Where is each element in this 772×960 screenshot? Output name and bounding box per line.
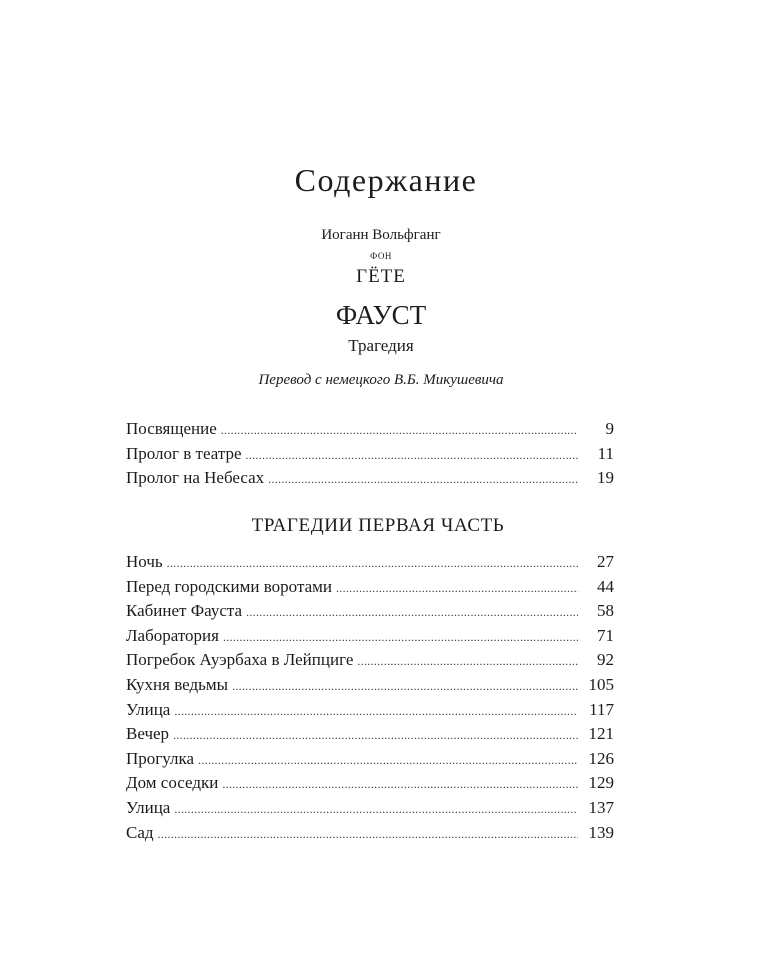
toc-entry[interactable] <box>126 575 614 600</box>
toc-dot-leader <box>174 699 578 723</box>
toc-entry-label: Сад <box>126 822 154 842</box>
toc-dot-leader <box>158 822 578 846</box>
toc-entry-page: 129 <box>588 773 614 793</box>
toc-entry-page: 44 <box>597 576 614 596</box>
toc-entry[interactable] <box>126 821 614 846</box>
work-title: ФАУСТ <box>335 300 427 330</box>
toc-entry-page: 137 <box>588 797 614 817</box>
toc-entry-label: Дом соседки <box>126 773 219 793</box>
toc-dot-leader <box>232 674 578 698</box>
toc-entry[interactable] <box>126 698 614 723</box>
toc-entry-label: Погребок Ауэрбаха в Лейпциге <box>126 650 354 670</box>
page-title: Содержание <box>294 162 478 198</box>
author-particle: ФОН <box>370 251 392 261</box>
part-one-toc-list <box>126 550 614 845</box>
author-given-names: Иоганн Вольфганг <box>321 227 441 243</box>
toc-entry[interactable] <box>126 624 614 649</box>
toc-entry-page: 92 <box>597 650 614 670</box>
toc-dot-leader <box>336 576 578 600</box>
toc-dot-leader <box>174 797 578 821</box>
toc-entry[interactable] <box>126 673 614 698</box>
toc-entry[interactable] <box>126 722 614 747</box>
toc-entry-label: Кухня ведьмы <box>126 674 229 694</box>
toc-dot-leader <box>221 418 578 442</box>
toc-dot-leader <box>222 772 578 796</box>
toc-entry[interactable] <box>126 466 614 491</box>
toc-entry-label: Улица <box>126 797 171 817</box>
toc-entry-label: Пролог на Небесах <box>126 468 265 488</box>
toc-entry[interactable] <box>126 771 614 796</box>
toc-dot-leader <box>268 467 578 491</box>
toc-entry-page: 126 <box>588 748 614 768</box>
work-subtitle: Трагедия <box>348 336 414 355</box>
toc-entry-page: 139 <box>588 822 614 842</box>
toc-entry-page: 71 <box>597 625 614 645</box>
toc-entry-page: 121 <box>588 724 614 744</box>
toc-dot-leader <box>198 748 578 772</box>
toc-entry[interactable] <box>126 648 614 673</box>
toc-entry-page: 105 <box>588 674 614 694</box>
toc-entry-page: 58 <box>597 601 614 621</box>
toc-entry-page: 9 <box>605 419 614 438</box>
toc-entry[interactable] <box>126 442 614 467</box>
toc-entry[interactable] <box>126 599 614 624</box>
toc-entry-label: Пролог в театре <box>126 443 242 463</box>
toc-dot-leader <box>173 723 578 747</box>
toc-entry-label: Кабинет Фауста <box>126 601 243 621</box>
toc-dot-leader <box>357 649 578 673</box>
toc-dot-leader <box>246 443 578 467</box>
translation-note: Перевод с немецкого В.Б. Микушевича <box>258 372 504 388</box>
toc-dot-leader <box>223 625 578 649</box>
toc-dot-leader <box>167 551 578 575</box>
toc-entry-page: 117 <box>589 699 614 719</box>
toc-entry[interactable] <box>126 417 614 442</box>
toc-entry[interactable] <box>126 550 614 575</box>
toc-dot-leader <box>246 600 578 624</box>
toc-entry-label: Вечер <box>126 724 170 744</box>
toc-entry-label: Ночь <box>126 552 163 571</box>
toc-entry-label: Улица <box>126 699 171 719</box>
toc-entry-label: Перед городскими воротами <box>126 576 332 596</box>
toc-entry-page: 19 <box>597 468 614 488</box>
toc-entry-page: 11 <box>597 443 614 463</box>
toc-entry-label: Лаборатория <box>126 625 219 645</box>
prologue-toc-list <box>126 417 614 491</box>
toc-entry-page: 27 <box>597 552 614 571</box>
toc-entry[interactable] <box>126 747 614 772</box>
toc-entry[interactable] <box>126 796 614 821</box>
author-surname: ГЁТЕ <box>356 266 406 287</box>
toc-entry-label: Прогулка <box>126 748 195 768</box>
toc-entry-label: Посвящение <box>126 419 217 438</box>
section-heading: ТРАГЕДИИ ПЕРВАЯ ЧАСТЬ <box>251 515 505 536</box>
